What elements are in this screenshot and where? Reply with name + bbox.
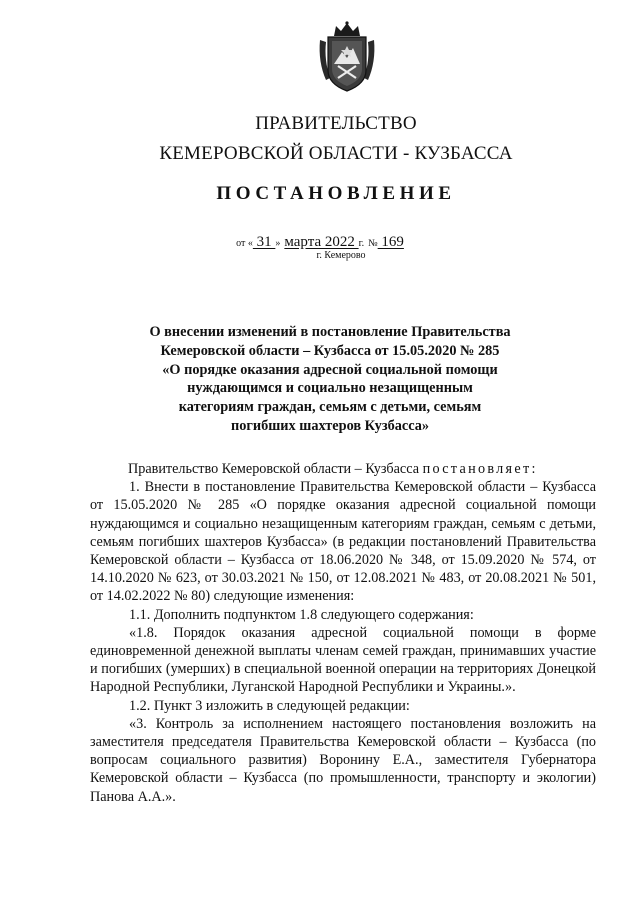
date-month-year: марта 2022 bbox=[284, 234, 359, 250]
city-label: г. Кемерово bbox=[316, 250, 366, 261]
paragraph-1-8: «1.8. Порядок оказания адресной социальной помощи в форме единовременной денежной выплаты членам семей граждан, принимавших участие и погибших (умерших) в специальной военной операции на территориях Донецкой Народной Республики, Луганской Народной Республики и Украины.». bbox=[90, 624, 596, 696]
paragraph-1: 1. Внести в постановление Правительства Кемеровской области – Кузбасса от 15.05.2020 № 285 «О порядке оказания адресной социальной помощи нуждающимся и социально незащищенным категориям граждан, семьям с детьми, семьям погибших шахтеров Кузбасса» (в редакции постановлений Правительства Кемеровской области – Кузбасса от 18.06.2020 № 348, от 15.09.2020 № 574, от 14.10.2020 № 623, от 30.03.2021 № 150, от 12.08.2021 № 483, от 20.08.2021 № 501, от 14.02.2022 № 80) следующие изменения: bbox=[90, 479, 596, 605]
intro-text: Правительство Кемеровской области – Кузбасса bbox=[128, 461, 423, 477]
heading-line: нуждающимся и социально незащищенным bbox=[187, 380, 473, 397]
heading-line: Кемеровской области – Кузбасса от 15.05.2020 № 285 bbox=[160, 342, 500, 359]
paragraph-1-1: 1.1. Дополнить подпунктом 1.8 следующего содержания: bbox=[129, 606, 474, 623]
document-body bbox=[90, 460, 596, 806]
number-label: № bbox=[368, 238, 378, 249]
heading-line: О внесении изменений в постановление Правительства bbox=[149, 324, 511, 340]
date-close-quote: » bbox=[275, 238, 281, 249]
intro-resolve-word: постановляет: bbox=[422, 461, 538, 477]
paragraph-3: «3. Контроль за исполнением настоящего постановления возложить на заместителя председателя Правительства Кемеровской области – Кузбасса (по вопросам социального развития) Воронину Е.А., заместителя Губернатора Кемеровской области – Кузбасса (по промышленности, транспорту и экологии) Панова А.А.». bbox=[90, 715, 596, 805]
heading-line: «О порядке оказания адресной социальной помощи bbox=[162, 361, 498, 378]
coat-of-arms-emblem bbox=[316, 20, 378, 94]
date-year-suffix: г. bbox=[358, 238, 365, 249]
paragraph-1-2: 1.2. Пункт 3 изложить в следующей редакции: bbox=[129, 697, 410, 714]
heading-line: категориям граждан, семьям с детьми, семьям bbox=[178, 399, 482, 416]
org-name-line-1: ПРАВИТЕЛЬСТВО bbox=[255, 113, 417, 134]
org-name-line-2: КЕМЕРОВСКОЙ ОБЛАСТИ - КУЗБАССА bbox=[159, 143, 513, 164]
date-day: 31 bbox=[252, 234, 276, 250]
document-type-title: ПОСТАНОВЛЕНИЕ bbox=[216, 183, 456, 204]
document-number: 169 bbox=[377, 234, 404, 250]
document-heading bbox=[100, 323, 560, 436]
intro-paragraph bbox=[90, 460, 596, 478]
date-from-label: от « bbox=[236, 238, 253, 249]
heading-line: погибших шахтеров Кузбасса» bbox=[230, 417, 430, 434]
